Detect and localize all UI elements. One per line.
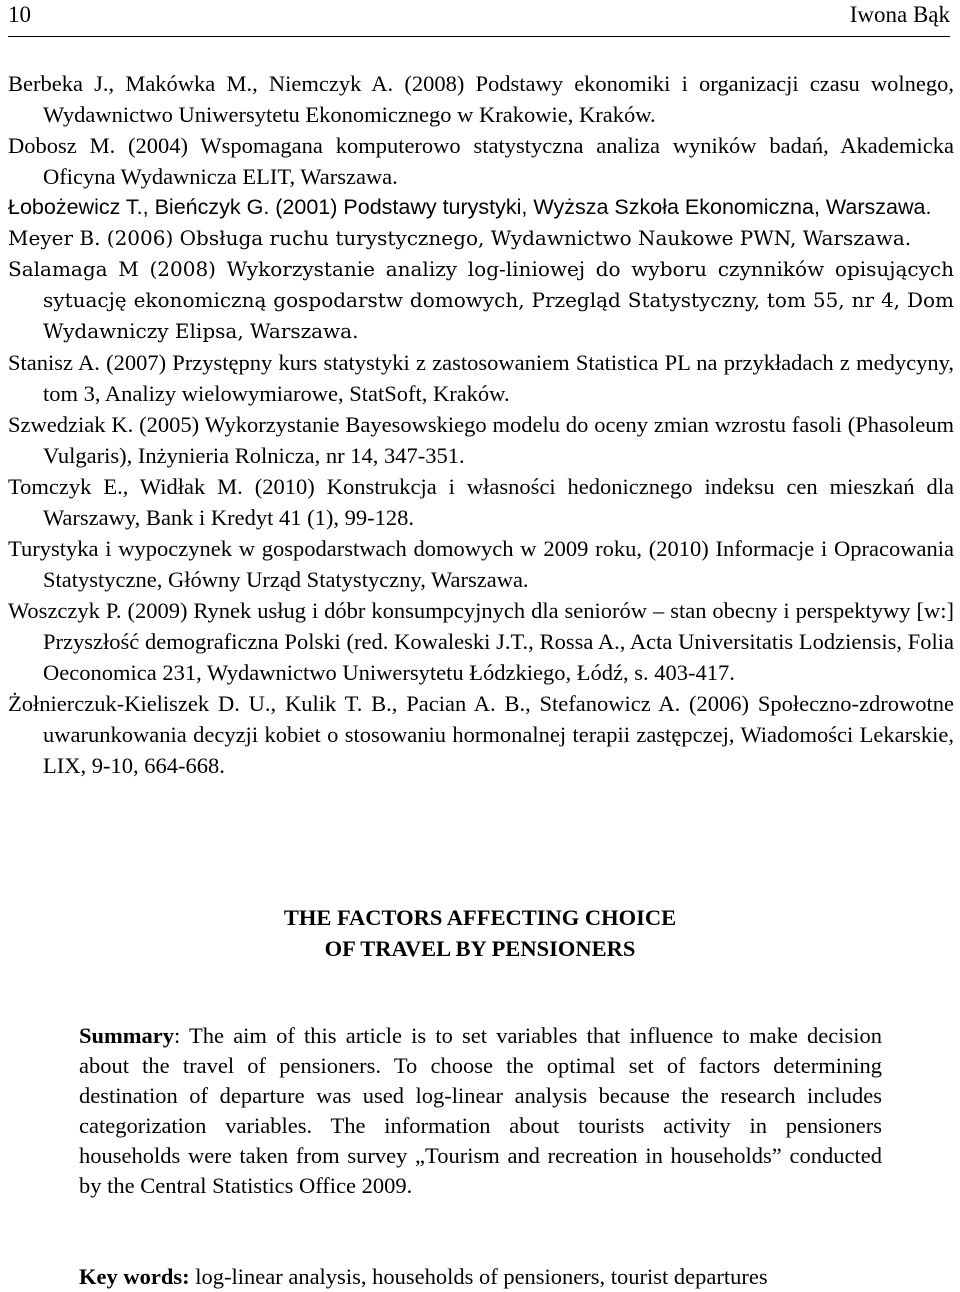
bibliography-list xyxy=(8,68,954,781)
reference-item: Turystyka i wypoczynek w gospodarstwach domowych w 2009 roku, (2010) Informacje i Opracowania Statystyczne, Główny Urząd Statystyczny, Warszawa. xyxy=(8,536,954,592)
keywords-text: log-linear analysis, households of pensioners, tourist departures xyxy=(189,1264,768,1289)
summary-paragraph xyxy=(79,1021,882,1201)
reference-item: Szwedziak K. (2005) Wykorzystanie Bayesowskiego modelu do oceny zmian wzrostu fasoli (Phasoleum Vulgaris), Inżynieria Rolnicza, nr 14, 347-351. xyxy=(8,412,954,468)
reference-item: Tomczyk E., Widłak M. (2010) Konstrukcja i własności hedonicznego indeksu cen mieszkań dla Warszawy, Bank i Kredyt 41 (1), 99-128. xyxy=(8,474,954,530)
reference-item: Salamaga M (2008) Wykorzystanie analizy log-liniowej do wyboru czynników opisujących sytuację ekonomiczną gospodarstw domowych, Przegląd Statystyczny, tom 55, nr 4, Dom Wydawniczy Elipsa, Warszawa. xyxy=(8,257,954,343)
page-header xyxy=(8,0,950,34)
reference-item: Meyer B. (2006) Obsługa ruchu turystycznego, Wydawnictwo Naukowe PWN, Warszawa. xyxy=(8,226,912,250)
reference-item: Żołnierczuk-Kieliszek D. U., Kulik T. B., Pacian A. B., Stefanowicz A. (2006) Społeczno-zdrowotne uwarunkowania decyzji kobiet o stosowaniu hormonalnej terapii zastępczej, Wiadomości Lekarskie, LIX, 9-10, 664-668. xyxy=(8,691,954,778)
page-number: 10 xyxy=(8,2,31,27)
keywords-paragraph xyxy=(79,1262,899,1292)
reference-item: Woszczyk P. (2009) Rynek usług i dóbr konsumpcyjnych dla seniorów – stan obecny i perspektywy [w:] Przyszłość demograficzna Polski (red. Kowaleski J.T., Rossa A., Acta Universitatis Lodziensis, Folia Oeconomica 231, Wydawnictwo Uniwersytetu Łódzkiego, Łódź, s. 403-417. xyxy=(8,598,954,685)
header-rule xyxy=(8,36,950,37)
summary-text: : The aim of this article is to set variables that influence to make decision about the travel of pensioners. To choose the optimal set of factors determining destination of departure was used log-linear analysis because the research includes categorization variables. The information about tourists activity in pensioners households were taken from survey „Tourism and recreation in households” conducted by the Central Statistics Office 2009. xyxy=(79,1023,882,1198)
running-author: Iwona Bąk xyxy=(849,2,950,27)
reference-item: Łobożewicz T., Bieńczyk G. (2001) Podstawy turystyki, Wyższa Szkoła Ekonomiczna, Warszawa. xyxy=(8,195,932,219)
reference-item: Berbeka J., Makówka M., Niemczyk A. (2008) Podstawy ekonomiki i organizacji czasu wolnego, Wydawnictwo Uniwersytetu Ekonomicznego w Krakowie, Kraków. xyxy=(8,71,954,127)
title-line-2: OF TRAVEL BY PENSIONERS xyxy=(324,936,636,961)
keywords-label: Key words: xyxy=(79,1264,190,1289)
title-line-1: THE FACTORS AFFECTING CHOICE xyxy=(283,905,677,930)
reference-item: Dobosz M. (2004) Wspomagana komputerowo statystyczna analiza wyników badań, Akademicka Oficyna Wydawnicza ELIT, Warszawa. xyxy=(8,133,954,189)
reference-item: Stanisz A. (2007) Przystępny kurs statystyki z zastosowaniem Statistica PL na przykładach z medycyny, tom 3, Analizy wielowymiarowe, StatSoft, Kraków. xyxy=(8,350,954,406)
summary-label: Summary xyxy=(79,1023,174,1048)
article-title xyxy=(0,902,960,964)
